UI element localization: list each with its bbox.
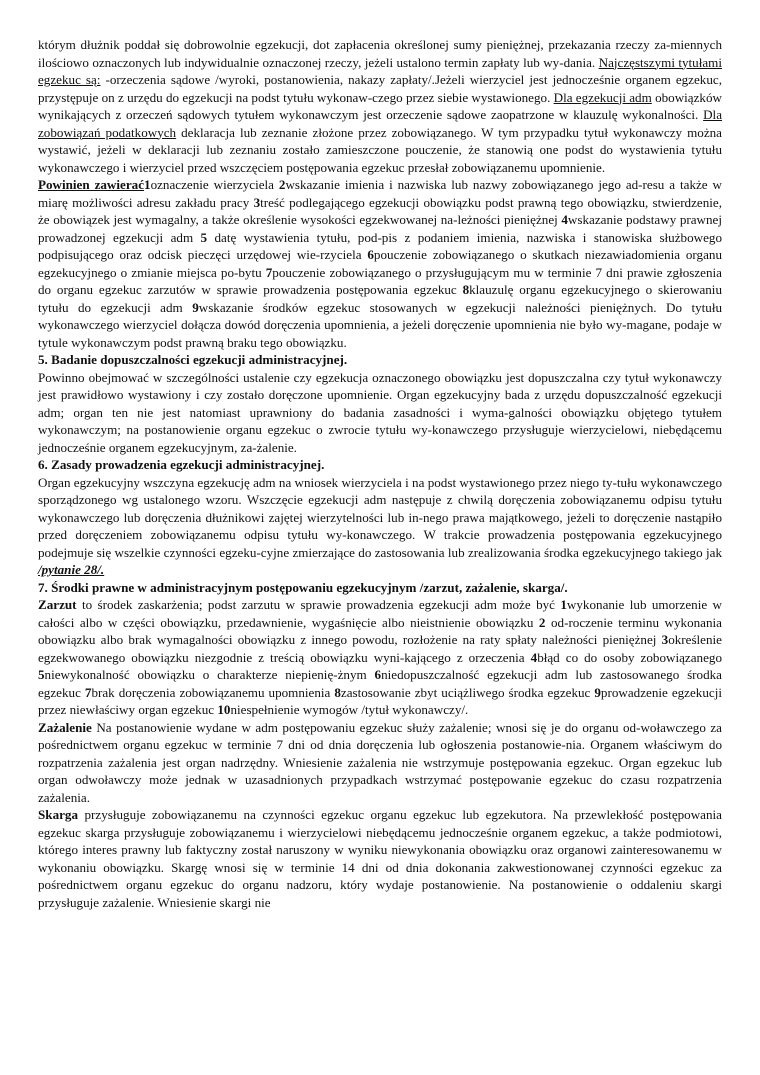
zazalenie-label: Zażalenie	[38, 719, 92, 735]
section-7-heading: 7. Środki prawne w administracyjnym postępowaniu egzekucyjnym /zarzut, zażalenie, skarga/.	[38, 579, 568, 595]
powinien-item-6: pouczenie zobowiązanego o skutkach niezawiadomienia organu egzekucyjnego o zmianie miejsca po-bytu	[38, 247, 722, 280]
powinien-num-9: 9	[192, 299, 199, 315]
zarzut-num-8: 8	[334, 684, 341, 700]
powinien-num-2: 2	[278, 177, 286, 192]
zarzut-item-7: brak doręczenia zobowiązanemu upomnienia	[91, 684, 335, 700]
skarga-label: Skarga	[38, 807, 79, 822]
zazalenie-text: Na postanowienie wydane w adm postępowaniu egzekuc służy zażalenie; wnosi się je do organu od-woławczego za pośrednictwem organu egzekuc w terminie 7 dni od dnia doręczenia lub ogłoszenia postanowie-nia. Organem właściwym do rozpatrzenia zażalenia jest organ nadrzędny. Wniesienie zażalenia nie wstrzymuje postępowania egzekuc. Organ egzekuc lub organ odwoławczy może jednak w uzasadnionych przypadkach wstrzymać postępowanie egzekuc do czasu rozpatrzenia zażalenia.	[38, 719, 722, 805]
powinien-num-5: 5	[200, 229, 208, 245]
section-6-paragraph	[38, 474, 722, 579]
zarzut-item-10: niespełnienie wymogów /tytuł wykonawczy/.	[230, 702, 469, 717]
powinien-num-7: 7	[265, 264, 273, 280]
intro-text-4: deklaracja lub zeznanie złożone przez zobowiązanego. W tym przypadku tytuł wykonawczy można wystawić, jeżeli w deklaracji lub zeznaniu zostało zamieszczone pouczenie, że stanowią one podst do wystawienia tytułu wykonawczego i wierzyciel przed wszczęciem postępowania egzekuc przesłał zobowiązanemu upomnienie.	[38, 124, 722, 175]
powinien-num-4: 4	[561, 212, 568, 227]
powinien-item-2: wskazanie imienia i nazwiska lub nazwy zobowiązanego jego ad-resu a także w miarę możliwości adresu zakładu pracy	[38, 177, 722, 210]
powinien-item-9: wskazanie środków egzekuc stosowanych w egzekucji należności pieniężnych. Do tytułu wykonawczego wierzyciel dołącza dowód doręczenia upomnienia, a jeżeli doręczenie upomnienia nie było wy-magane, podaje w tytule wykonawczym podst prawną braku tego obowiązku.	[38, 299, 722, 350]
powinien-item-1: oznaczenie wierzyciela	[150, 177, 279, 192]
zarzut-item-5: niewykonalność obowiązku o charakterze niepienię-żnym	[44, 667, 375, 682]
zarzut-num-1: 1	[560, 597, 567, 612]
skarga-paragraph	[38, 806, 722, 911]
section-5-heading: 5. Badanie dopuszczalności egzekucji administracyjnej.	[38, 352, 348, 367]
powinien-num-8: 8	[462, 282, 470, 297]
zarzut-num-7: 7	[84, 684, 92, 700]
section-5-text: Powinno obejmować w szczególności ustalenie czy egzekucja oznaczonego obowiązku jest dopuszczalna czy tytuł wykonawczy jest prawidłowo wystawiony i czy zostało doręczone upomnienie. Organ egzekucyjny bada z urzędu dopuszczalność egzekucji adm; organ ten nie jest natomiast uprawniony do badania zasadności i wyma-galności obowiązku objętego tytułem wykonawczym; na postanowienie organu egzekuc o zwrocie tytułu wy-konawczego przysługuje wierzycielowi, niebędącemu jednocześnie organem egzekucyjnym, za-żalenie.	[38, 369, 722, 455]
zarzut-num-9: 9	[594, 684, 601, 700]
intro-underline-dla-zobowiazan: Dla zobowiązań podatkowych	[38, 107, 722, 140]
zarzut-num-6: 6	[374, 667, 382, 682]
zarzut-paragraph	[38, 596, 722, 719]
powinien-item-5: datę wystawienia tytułu, pod-pis z podaniem imienia, nazwiska i stanowiska służbowego podpisującego oraz odcisk pieczęci urzędowej wie-rzyciela	[38, 229, 722, 262]
zarzut-item-4: błąd co do osoby zobowiązanego	[537, 649, 722, 665]
zarzut-num-2: 2	[538, 614, 546, 630]
zarzut-num-4: 4	[530, 649, 538, 665]
zarzut-text: to środek zaskarżenia; podst zarzutu w sprawie prowadzenia egzekucji adm może być	[76, 597, 561, 612]
zarzut-num-3: 3	[661, 632, 669, 647]
powinien-num-1: 1	[144, 177, 151, 192]
zazalenie-paragraph	[38, 719, 722, 807]
powinien-num-6: 6	[367, 247, 374, 262]
intro-underline-najczestszymi: Najczęstszymi tytułami egzekuc są:	[38, 54, 723, 87]
section-6-text: Organ egzekucyjny wszczyna egzekucję adm na wniosek wierzyciela i na podst wystawionego przez niego ty-tułu wykonawczego sporządzonego wg ustalonego wzoru. Wszczęcie egzekucji adm następuje z chwilą doręczenia zobowiązanemu odpisu tytułu wykonawczego lub doręczenia dłużnikowi zajętej wierzytelności lub in-nego prawa majątkowego, jeżeli to doręczenie nastąpiło przed doręczeniem zobowiązanemu odpisu tytułu wy-konawczego. W trakcie prowadzenia postępowania egzekucyjnego podejmuje się wszelkie czynności egzeku-cyjne zmierzające do zastosowania lub zrealizowania środka egzekucyjnego takiego jak	[38, 474, 722, 560]
zarzut-num-5: 5	[38, 667, 45, 682]
section-6-heading: 6. Zasady prowadzenia egzekucji administracyjnej.	[38, 457, 325, 472]
skarga-text: przysługuje zobowiązanemu na czynności egzekuc organu egzekuc lub egzekutora. Na przewlekłość postępowania egzekuc skarga przysługuje zobowiązanemu i wierzycielowi niebędącemu jednocześnie organem egzekuc, a także podmiotowi, którego interes prawny lub faktyczny został naruszony w wyniku niewykonania obowiązku oraz organowi zainteresowanemu w wykonaniu obowiązku. Skargę wnosi się w terminie 14 dni od dnia dokonania zakwestionowanej czynności egzekuc za pośrednictwem organu egzekuc do organu nadzoru, który wydaje postanowienie. Na postanowienie o oddaleniu skargi przysługuje zażalenie. Wniesienie skargi nie	[38, 807, 722, 910]
intro-paragraph	[38, 36, 722, 176]
powinien-item-7: pouczenie zobowiązanego o przysługującym mu w terminie 7 dni prawie zgłoszenia do organu egzekuc zarzutów w sprawie prowadzenia postępowania egzekuc	[38, 264, 722, 297]
powinien-item-3: treść podlegającego egzekucji obowiązku podst prawną tego obowiązku, stwierdzenie, że obowiązek jest wymagalny, a także określenie wysokości egzekwowanej na-leżności pieniężnej	[38, 194, 722, 227]
zarzut-item-6: niedopuszczalność egzekucji adm lub zastosowanego środka egzekuc	[38, 667, 722, 700]
powinien-item-8: klauzulę organu egzekucyjnego o skierowaniu tytułu do egzekucji adm	[38, 282, 722, 315]
intro-text-2: -orzeczenia sądowe /wyroki, postanowienia, nakazy zapłaty/.Jeżeli wierzyciel jest jednocześnie organem egzekuc, przystępuje on z urzędu do egzekucji na podst tytułu wykonaw-czego przez siebie wystawionego.	[38, 72, 722, 105]
powinien-num-3: 3	[253, 194, 261, 210]
zarzut-item-9: prowadzenie egzekucji przez niewłaściwy organ egzekuc	[38, 684, 722, 717]
zarzut-item-8: zastosowanie zbyt uciążliwego środka egzekuc	[340, 684, 595, 700]
intro-underline-dla-egzekucji: Dla egzekucji adm	[553, 89, 652, 105]
powinien-item-4: wskazanie podstawy prawnej prowadzonej egzekucji adm	[38, 212, 723, 245]
section-6-reference: /pytanie 28/.	[38, 562, 105, 577]
zarzut-item-2: od-roczenie terminu wykonania obowiązku albo brak wymagalności obowiązku z innego powodu, rozłożenie na raty spłaty należności pieniężnej	[38, 614, 722, 647]
zarzut-item-1: wykonanie lub umorzenie w całości albo w części obowiązku, przedawnienie, wygaśnięcie albo nieistnienie obowiązku	[38, 597, 722, 630]
intro-text-3: obowiązków wynikających z orzeczeń sądowych tytułem wykonawczym jest orzeczenie sądowe zaopatrzone w klauzulę wykonalności.	[38, 89, 722, 122]
powinien-paragraph	[38, 176, 722, 351]
zarzut-num-10: 10	[217, 702, 231, 717]
zarzut-label: Zarzut	[38, 597, 77, 612]
zarzut-item-3: określenie egzekwowanego obowiązku niezgodnie z treścią obowiązku wyni-kającego z orzeczenia	[38, 632, 722, 665]
powinien-lead: Powinien zawierać	[38, 177, 145, 192]
intro-text-1: którym dłużnik poddał się dobrowolnie egzekucji, dot zapłacenia określonej sumy pieniężnej, przekazania rzeczy za-miennych ilościowo oznaczonych lub indywidualnie oznaczonej rzeczy, jeżeli ustalono termin zapłaty lub wy-dania.	[38, 37, 722, 70]
